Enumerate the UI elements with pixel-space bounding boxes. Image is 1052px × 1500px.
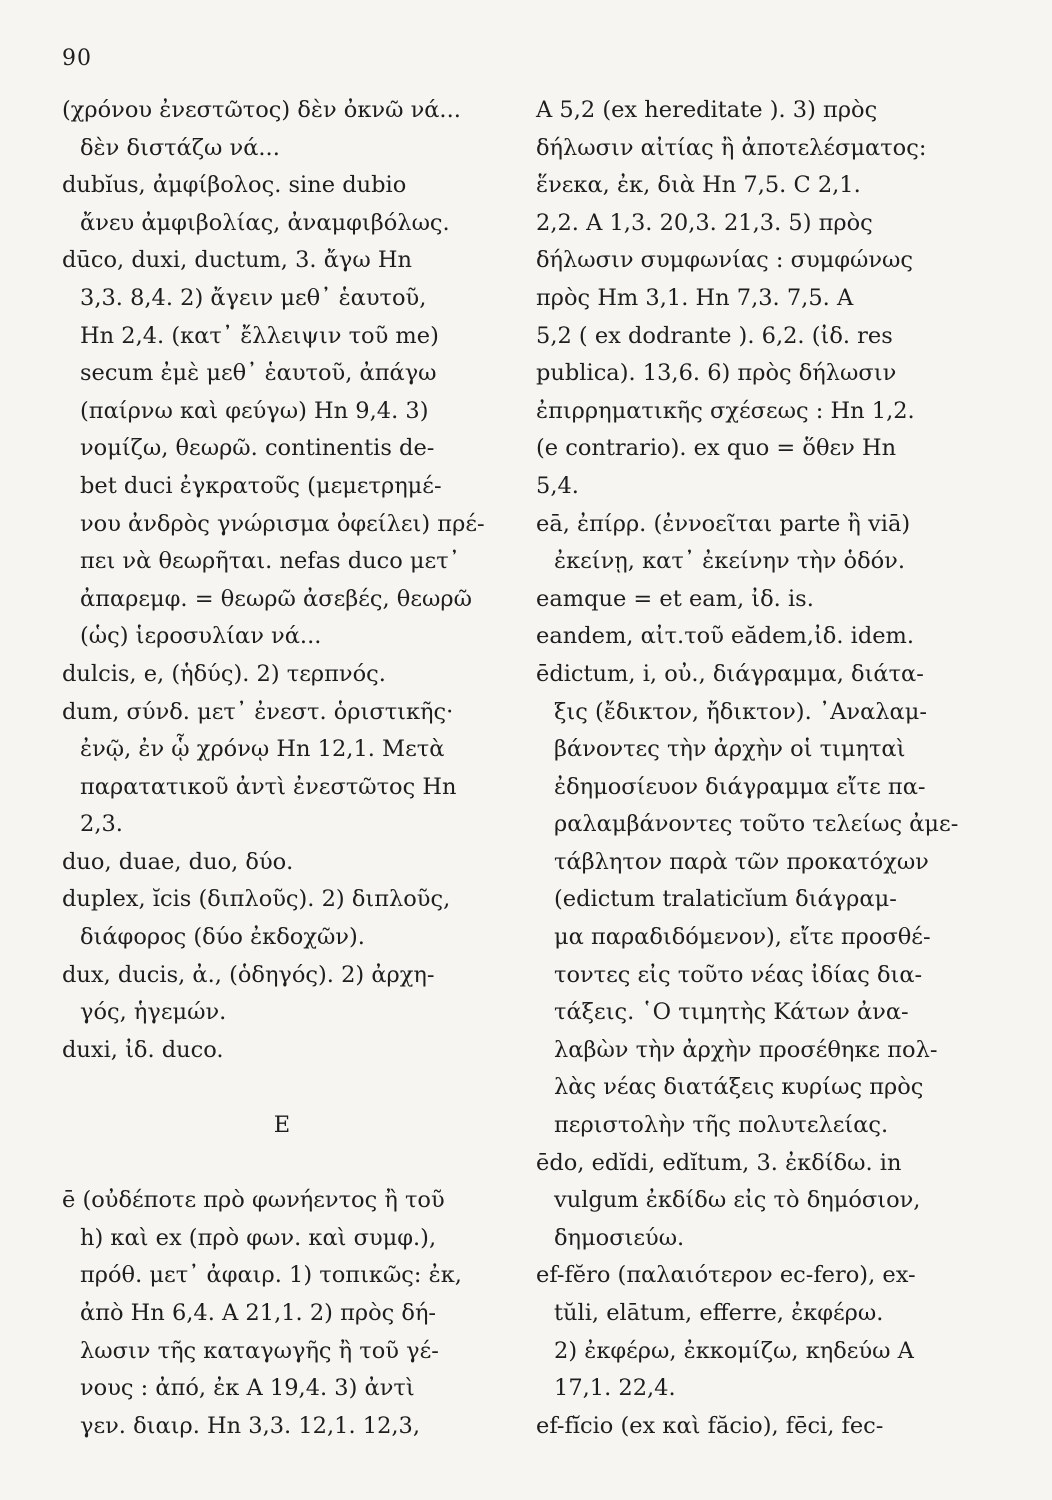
text-line: (e contrario). ex quo = ὅθεν Hn <box>536 435 897 462</box>
text-line: ραλαμβάνοντες τοῦτο τελείως ἀμε- <box>554 811 959 838</box>
dictionary-entry-line: eamque = et eam, ἰδ. is. <box>536 585 814 612</box>
dictionary-entry-line: dūco, duxi, ductum, 3. ἄγω Hn <box>62 247 412 274</box>
page-number: 90 <box>62 46 92 71</box>
text-line: 2) ἐκφέρω, ἐκκομίζω, κηδεύω A <box>554 1337 914 1364</box>
dictionary-entry-line: ef-fĕro (παλαιότερον ec-fero), ex- <box>536 1262 916 1289</box>
section-heading: E <box>273 1112 291 1139</box>
right-column <box>536 92 976 1445</box>
text-line: ἐνῷ, ἐν ᾧ χρόνῳ Hn 12,1. Μετὰ <box>80 736 445 763</box>
text-line: (ὡς) ἱεροσυλίαν νά... <box>80 623 322 650</box>
dictionary-entry-line: ef-fĭcio (ex καὶ făcio), fēci, fec- <box>536 1412 884 1439</box>
text-line: λαβὼν τὴν ἀρχὴν προσέθηκε πολ- <box>554 1036 938 1063</box>
text-line: δημοσιεύω. <box>554 1224 685 1251</box>
dictionary-entry-line: dux, ducis, ἀ., (ὁδηγός). 2) ἀρχη- <box>62 961 435 988</box>
text-line <box>62 1069 502 1107</box>
text-line: τάβλητον παρὰ τῶν προκατόχων <box>554 848 929 875</box>
text-line: tŭli, elātum, efferre, ἐκφέρω. <box>554 1300 884 1326</box>
text-line: νου ἀνδρὸς γνώρισμα ὀφείλει) πρέ- <box>80 510 485 537</box>
text-line: (χρόνου ἐνεστῶτος) δὲν ὀκνῶ νά... <box>62 97 461 123</box>
text-line: 2,3. <box>80 811 123 838</box>
text-line: μα παραδιδόμενον), εἴτε προσθέ- <box>554 924 931 951</box>
text-line: ἀπαρεμφ. = θεωρῶ ἀσεβές, θεωρῶ <box>80 585 472 612</box>
text-line: ἐπιρρηματικῆς σχέσεως : Hn 1,2. <box>536 397 915 424</box>
text-line: γός, ἡγεμών. <box>80 999 227 1026</box>
text-line: ἕνεκα, ἐκ, διὰ Hn 7,5. C 2,1. <box>536 172 861 199</box>
dictionary-entry-line: dubĭus, ἀμφίβολος. sine dubio <box>62 172 407 199</box>
text-line: ἄνευ ἀμφιβολίας, ἀναμφιβόλως. <box>80 209 450 236</box>
dictionary-entry-line: dulcis, e, (ἡδύς). 2) τερπνός. <box>62 660 386 687</box>
text-line: βάνοντες τὴν ἀρχὴν οἱ τιμηταὶ <box>554 736 906 763</box>
dictionary-entry-line: ēdictum, i, οὐ., διάγραμμα, διάτα- <box>536 660 924 687</box>
text-line: secum ἐμὲ μεθ᾽ ἑαυτοῦ, ἀπάγω <box>80 360 437 387</box>
text-line: 17,1. 22,4. <box>554 1375 676 1402</box>
text-line: 5,4. <box>536 472 579 499</box>
text-line: (παίρνω καὶ φεύγω) Hn 9,4. 3) <box>80 397 429 424</box>
dictionary-entry-line: duo, duae, duo, δύο. <box>62 848 294 875</box>
text-line: h) καὶ ex (πρὸ φων. καὶ συμφ.), <box>80 1224 437 1251</box>
dictionary-entry-line: ēdo, edĭdi, edĭtum, 3. ἐκδίδω. in <box>536 1149 902 1176</box>
text-line: παρατατικοῦ ἀντὶ ἐνεστῶτος Hn <box>80 773 457 800</box>
text-line: τοντες εἰς τοῦτο νέας ἰδίας δια- <box>554 961 923 988</box>
text-line: 2,2. A 1,3. 20,3. 21,3. 5) πρὸς <box>536 209 873 236</box>
text-line: τάξεις. ῾Ο τιμητὴς Κάτων ἀνα- <box>554 999 909 1026</box>
text-line <box>62 1145 502 1183</box>
text-line: λὰς νέας διατάξεις κυρίως πρὸς <box>554 1074 924 1101</box>
text-line: δήλωσιν αἰτίας ἢ ἀποτελέσματος: <box>536 134 927 161</box>
text-line: Hn 2,4. (κατ᾽ ἔλλειψιν τοῦ me) <box>80 322 439 349</box>
left-column <box>62 92 502 1445</box>
text-line: νομίζω, θεωρῶ. continentis de- <box>80 435 435 462</box>
text-line: vulgum ἐκδίδω εἰς τὸ δημόσιον, <box>554 1187 921 1214</box>
text-line: 3,3. 8,4. 2) ἄγειν μεθ᾽ ἑαυτοῦ, <box>80 284 427 311</box>
dictionary-entry-line: duxi, ἰδ. duco. <box>62 1036 224 1063</box>
text-line: bet duci ἐγκρατοῦς (μεμετρημέ- <box>80 472 442 499</box>
text-line: περιστολὴν τῆς πολυτελείας. <box>554 1112 889 1139</box>
dictionary-entry-line: dum, σύνδ. μετ᾽ ἐνεστ. ὁριστικῆς· <box>62 698 454 725</box>
text-line: λωσιν τῆς καταγωγῆς ἢ τοῦ γέ- <box>80 1337 439 1364</box>
text-line: (edictum tralaticĭum διάγραμ- <box>554 886 897 913</box>
text-line: ἀπὸ Hn 6,4. A 21,1. 2) πρὸς δή- <box>80 1300 437 1326</box>
dictionary-entry-line: eandem, αἰτ.τοῦ eădem,ἰδ. idem. <box>536 623 915 650</box>
text-line: πρόθ. μετ᾽ ἀφαιρ. 1) τοπικῶς: ἐκ, <box>80 1262 462 1289</box>
dictionary-entry-line: ē (οὐδέποτε πρὸ φωνήεντος ἢ τοῦ <box>62 1187 445 1214</box>
text-line: πρὸς Hm 3,1. Hn 7,3. 7,5. A <box>536 284 854 311</box>
text-line: δὲν διστάζω νά... <box>80 134 280 161</box>
text-line: διάφορος (δύο ἐκδοχῶν). <box>80 924 365 951</box>
text-line: ξις (ἔδικτον, ἤδικτον). ᾿Αναλαμ- <box>554 698 927 725</box>
text-line: δήλωσιν συμφωνίας : συμφώνως <box>536 247 913 274</box>
text-line: publica). 13,6. 6) πρὸς δήλωσιν <box>536 360 897 387</box>
text-line: ἐκείνῃ, κατ᾽ ἐκείνην τὴν ὁδόν. <box>554 548 906 575</box>
text-line: 5,2 ( ex dodrante ). 6,2. (ἰδ. res <box>536 322 893 349</box>
dictionary-entry-line: duplex, ĭcis (διπλοῦς). 2) διπλοῦς, <box>62 886 451 913</box>
text-line: γεν. διαιρ. Hn 3,3. 12,1. 12,3, <box>80 1412 421 1439</box>
text-line: ἐδημοσίευον διάγραμμα εἴτε πα- <box>554 773 926 800</box>
dictionary-entry-line: eā, ἐπίρρ. (ἐννοεῖται parte ἢ viā) <box>536 510 911 537</box>
text-line: A 5,2 (ex hereditate ). 3) πρὸς <box>536 97 878 123</box>
text-line: πει νὰ θεωρῆται. nefas duco μετ᾽ <box>80 548 460 575</box>
text-line: νους : ἀπό, ἐκ A 19,4. 3) ἀντὶ <box>80 1375 415 1402</box>
